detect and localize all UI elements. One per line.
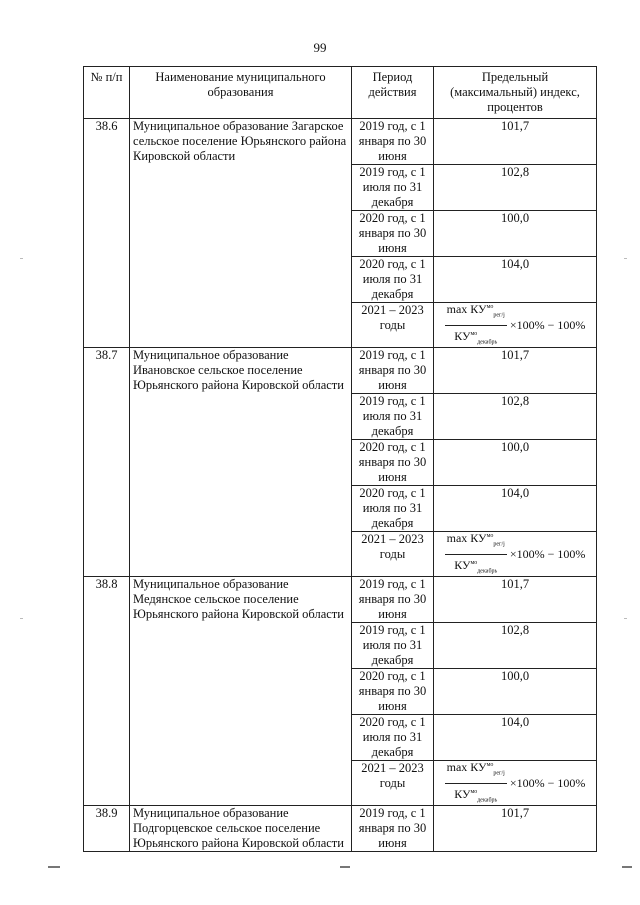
footer-mark xyxy=(622,866,632,868)
formula-ku: КУ xyxy=(454,786,471,801)
formula-max: max xyxy=(446,531,468,546)
entry-number: 38.7 xyxy=(84,348,130,577)
formula-denominator xyxy=(452,555,499,579)
period-cell: 2019 год, с 1 июля по 31 декабря xyxy=(352,165,434,211)
formula-ku: КУ xyxy=(454,557,471,572)
index-cell xyxy=(434,303,597,348)
period-cell: 2021 – 2023 годы xyxy=(352,532,434,577)
scan-mark xyxy=(624,618,627,619)
formula-max: max xyxy=(446,760,468,775)
formula-ku: КУ xyxy=(470,531,487,546)
entry-number: 38.9 xyxy=(84,806,130,852)
tariff-index-table xyxy=(83,66,597,852)
table-row xyxy=(84,806,597,852)
index-cell: 104,0 xyxy=(434,486,597,532)
formula-sub: рег/j xyxy=(493,770,505,777)
period-cell: 2020 год, с 1 июля по 31 декабря xyxy=(352,715,434,761)
scan-mark xyxy=(20,258,23,259)
index-cell xyxy=(434,532,597,577)
period-cell: 2019 год, с 1 июля по 31 декабря xyxy=(352,394,434,440)
formula-fraction xyxy=(445,300,507,350)
formula-numerator xyxy=(445,758,507,783)
formula-fraction xyxy=(445,758,507,808)
index-cell: 100,0 xyxy=(434,211,597,257)
index-cell: 101,7 xyxy=(434,348,597,394)
period-cell: 2021 – 2023 годы xyxy=(352,303,434,348)
header-period: Период действия xyxy=(352,67,434,119)
period-cell: 2019 год, с 1 января по 30 июня xyxy=(352,577,434,623)
period-cell: 2019 год, с 1 января по 30 июня xyxy=(352,806,434,852)
formula-sub: рег/j xyxy=(493,312,505,319)
formula-sup: мо xyxy=(470,788,478,795)
index-formula xyxy=(437,761,593,805)
index-cell xyxy=(434,761,597,806)
formula-sub: декабрь xyxy=(477,338,498,345)
index-cell: 101,7 xyxy=(434,119,597,165)
period-cell: 2021 – 2023 годы xyxy=(352,761,434,806)
formula-denominator xyxy=(452,326,499,350)
period-cell: 2020 год, с 1 января по 30 июня xyxy=(352,669,434,715)
scan-mark xyxy=(20,618,23,619)
formula-ku: КУ xyxy=(470,302,487,317)
scan-mark xyxy=(624,258,627,259)
index-cell: 104,0 xyxy=(434,257,597,303)
page-number: 99 xyxy=(313,40,327,55)
municipality-name: Муниципальное образование Загарское сельское поселение Юрьянского района Кировской области xyxy=(130,119,352,348)
index-cell: 100,0 xyxy=(434,669,597,715)
formula-tail: ×100% − 100% xyxy=(509,317,586,332)
footer-mark xyxy=(48,866,60,868)
footer-mark xyxy=(340,866,350,868)
municipality-name: Муниципальное образование Подгорцевское сельское поселение Юрьянского района Кировской области xyxy=(130,806,352,852)
entry-number: 38.6 xyxy=(84,119,130,348)
formula-max: max xyxy=(446,302,468,317)
period-cell: 2019 год, с 1 июля по 31 декабря xyxy=(352,623,434,669)
formula-sub: рег/j xyxy=(493,541,505,548)
formula-numerator xyxy=(445,529,507,554)
index-cell: 102,8 xyxy=(434,394,597,440)
formula-sup: мо xyxy=(470,330,478,337)
formula-sup: мо xyxy=(486,533,494,540)
municipality-name: Муниципальное образование Ивановское сельское поселение Юрьянского района Кировской области xyxy=(130,348,352,577)
formula-fraction xyxy=(445,529,507,579)
municipality-name: Муниципальное образование Медянское сельское поселение Юрьянского района Кировской области xyxy=(130,577,352,806)
index-cell: 101,7 xyxy=(434,806,597,852)
entry-number: 38.8 xyxy=(84,577,130,806)
period-cell: 2020 год, с 1 января по 30 июня xyxy=(352,440,434,486)
table-row xyxy=(84,119,597,165)
header-name: Наименование муниципального образования xyxy=(130,67,352,119)
formula-ku: КУ xyxy=(454,328,471,343)
formula-sup: мо xyxy=(486,304,494,311)
formula-sub: декабрь xyxy=(477,567,498,574)
index-cell: 100,0 xyxy=(434,440,597,486)
table-row xyxy=(84,348,597,394)
header-num: № п/п xyxy=(84,67,130,119)
table-header-row xyxy=(84,67,597,119)
formula-ku: КУ xyxy=(470,760,487,775)
period-cell: 2020 год, с 1 июля по 31 декабря xyxy=(352,257,434,303)
index-formula xyxy=(437,532,593,576)
table-body xyxy=(84,119,597,852)
formula-tail: ×100% − 100% xyxy=(509,546,586,561)
period-cell: 2020 год, с 1 июля по 31 декабря xyxy=(352,486,434,532)
period-cell: 2019 год, с 1 января по 30 июня xyxy=(352,348,434,394)
index-cell: 102,8 xyxy=(434,623,597,669)
index-formula xyxy=(437,303,593,347)
formula-sup: мо xyxy=(486,762,494,769)
header-index: Предельный (максимальный) индекс, процентов xyxy=(434,67,597,119)
period-cell: 2019 год, с 1 января по 30 июня xyxy=(352,119,434,165)
table-row xyxy=(84,577,597,623)
formula-tail: ×100% − 100% xyxy=(509,775,586,790)
index-cell: 102,8 xyxy=(434,165,597,211)
index-cell: 104,0 xyxy=(434,715,597,761)
formula-numerator xyxy=(445,300,507,325)
index-cell: 101,7 xyxy=(434,577,597,623)
formula-sup: мо xyxy=(470,559,478,566)
formula-denominator xyxy=(452,784,499,808)
period-cell: 2020 год, с 1 января по 30 июня xyxy=(352,211,434,257)
formula-sub: декабрь xyxy=(477,796,498,803)
